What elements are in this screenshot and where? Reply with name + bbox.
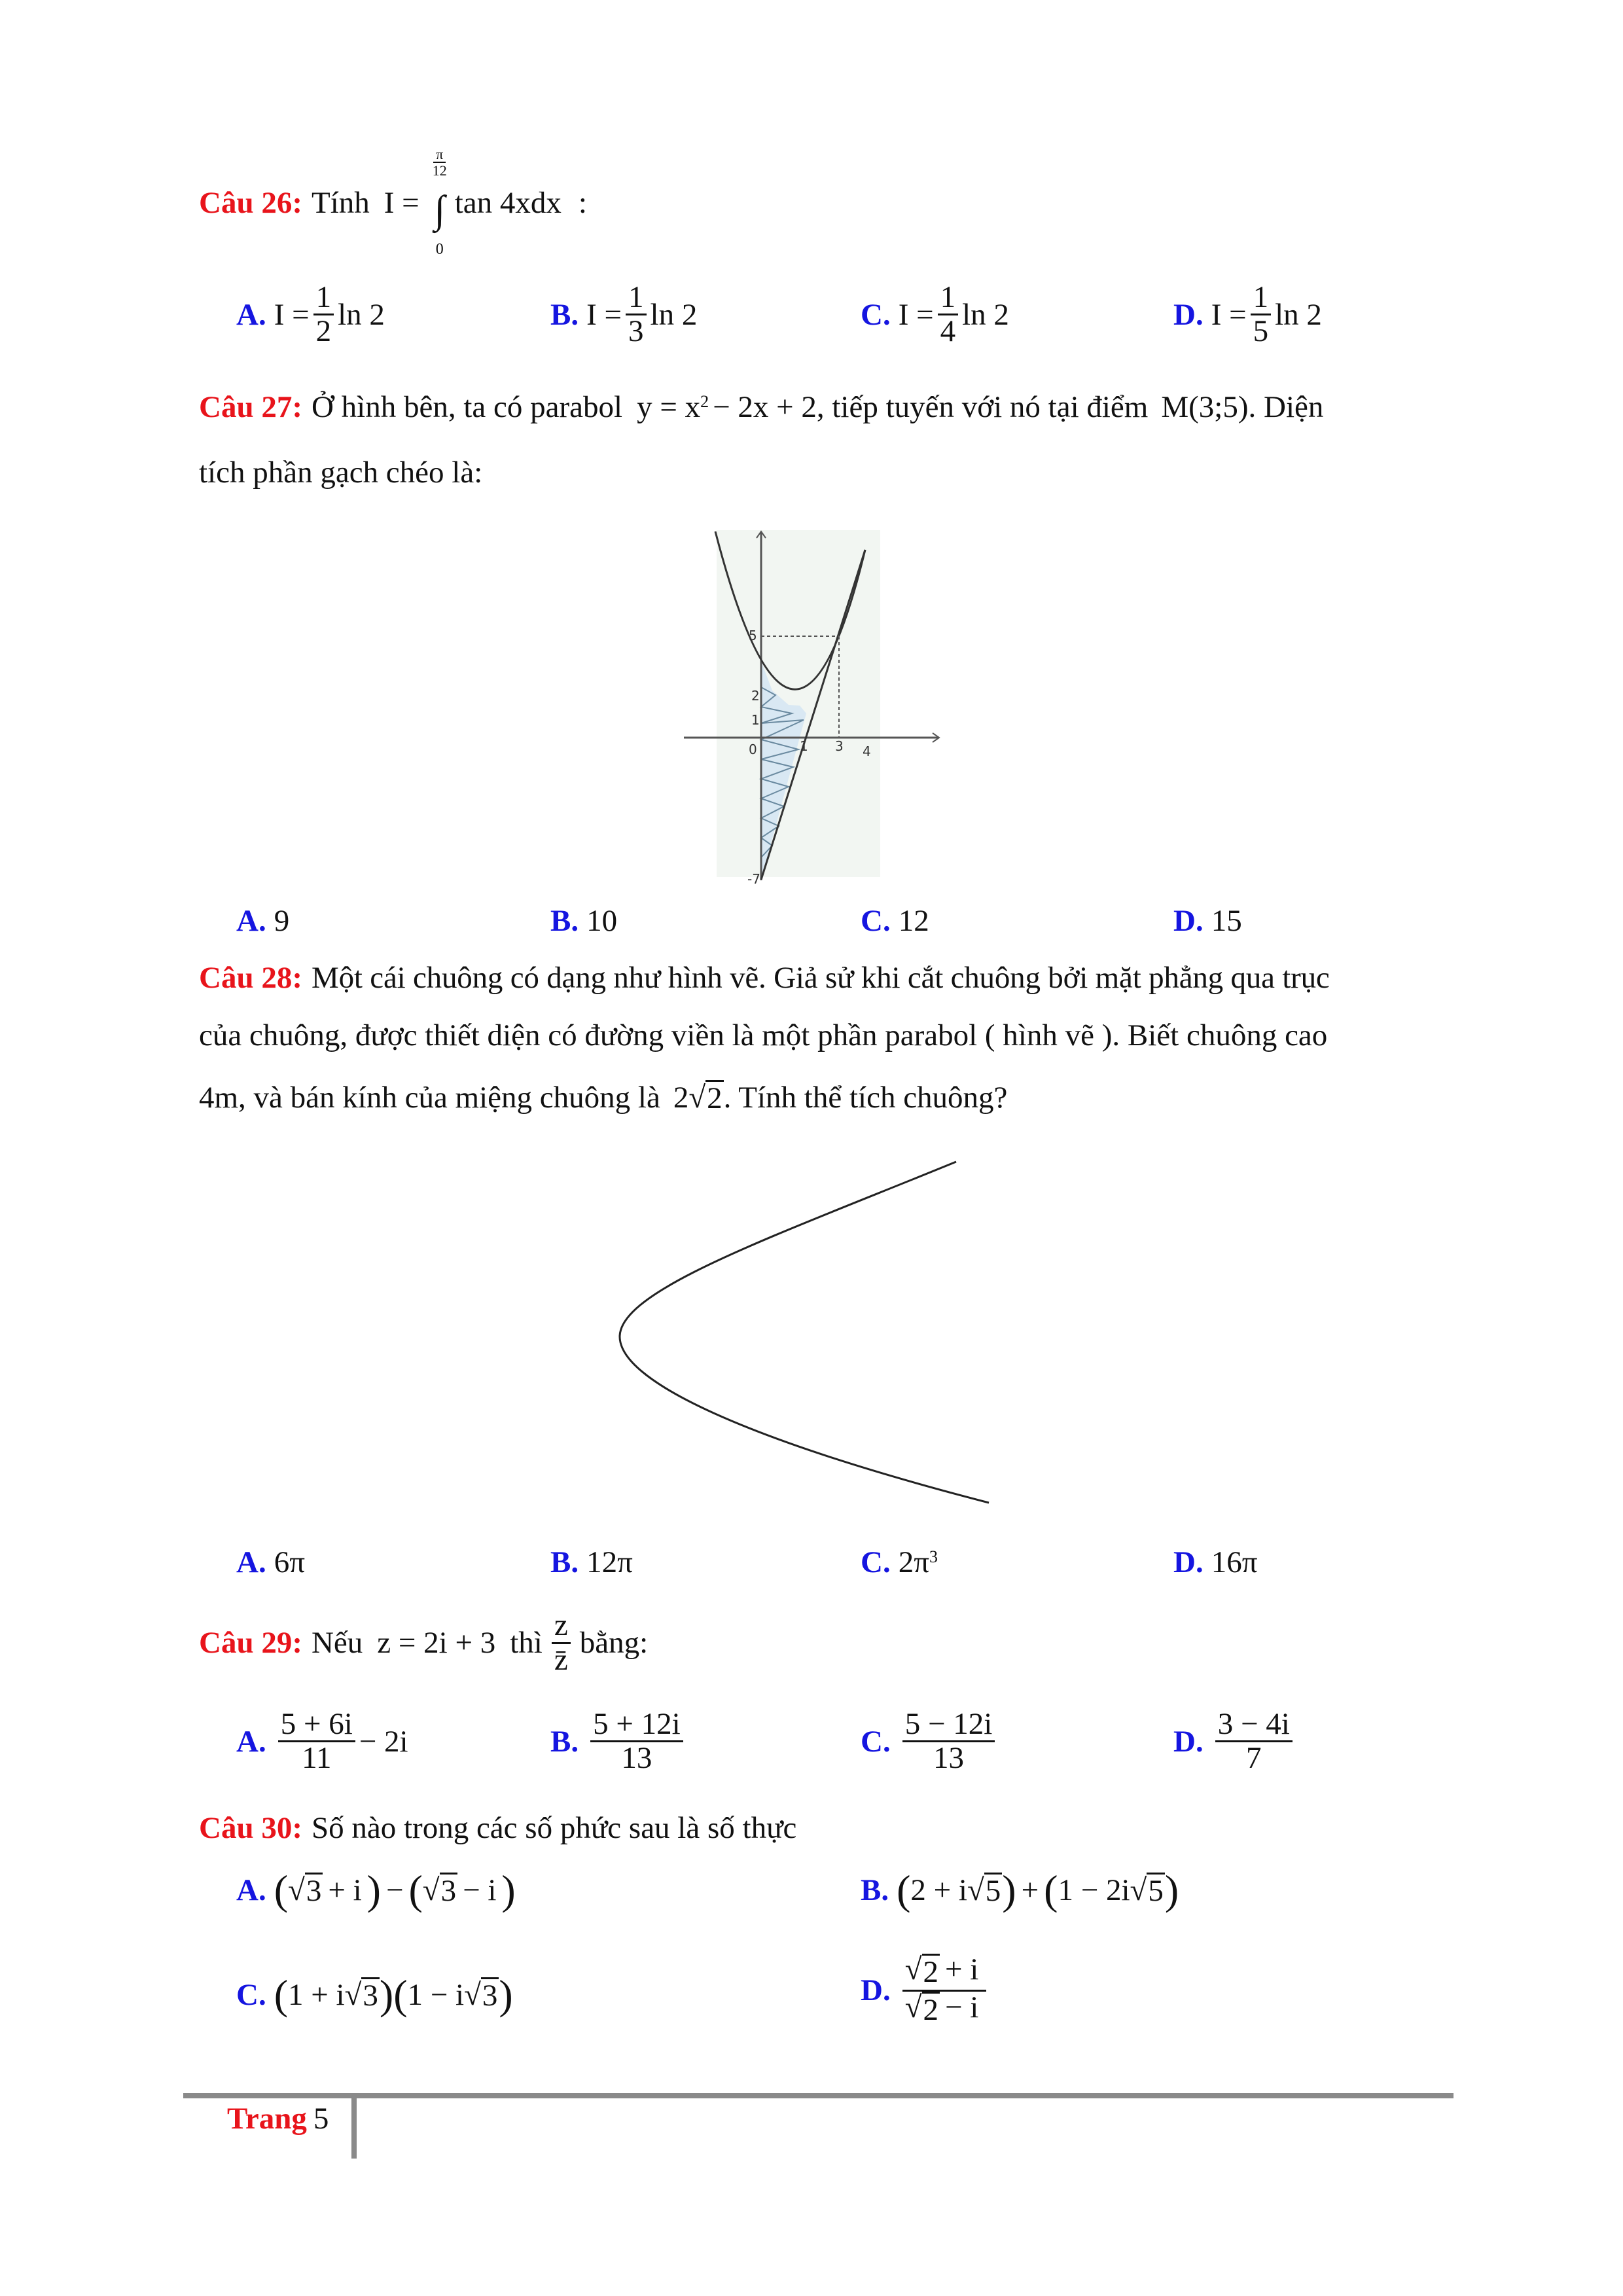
denominator: 11 [302, 1741, 332, 1776]
question-text: . Diện [1248, 390, 1324, 424]
question-text: bằng: [579, 1626, 649, 1660]
numerator: 1 [1251, 281, 1272, 315]
q30-option-c[interactable] [236, 1971, 513, 2018]
paren: ( [408, 1867, 423, 1913]
sqrt-icon: √ 3 [344, 1977, 378, 2013]
question-label: Câu 30: [199, 1811, 302, 1845]
paren: ( [274, 1971, 289, 2018]
equation-rest: − 2x + 2 [713, 390, 817, 424]
radicand: 3 [482, 1978, 498, 2013]
option-lhs: I = [586, 297, 622, 332]
option-letter: B. [550, 1545, 579, 1579]
option-letter: C. [236, 1978, 266, 2012]
option-value: 16π [1211, 1545, 1258, 1579]
question-text: Ở hình bên, ta có parabol [311, 390, 623, 424]
sqrt-icon: √ 2 [688, 1081, 722, 1115]
footer-divider [351, 2093, 357, 2159]
question-28-line2 [199, 1018, 1327, 1053]
sqrt-icon: √ 3 [464, 1977, 498, 2013]
option-letter: C. [861, 297, 891, 332]
numerator: 1 [313, 281, 334, 315]
option-value: 9 [274, 904, 290, 938]
option-value: 15 [1211, 904, 1242, 938]
question-text: Số nào trong các số phức sau là số thực [311, 1811, 797, 1845]
option-value: 10 [586, 904, 618, 938]
q26-option-a[interactable] [236, 281, 385, 348]
q29-option-c[interactable] [861, 1708, 999, 1775]
exponent: 2 [700, 392, 709, 411]
denominator: 7 [1245, 1741, 1262, 1776]
term: + i [945, 1952, 979, 1986]
option-rest: − 2i [359, 1724, 408, 1759]
tick-label-y1: 1 [751, 712, 760, 728]
option-lhs: I = [898, 297, 934, 332]
question-text: 4m, và bán kính của miệng chuông là [199, 1081, 660, 1115]
denominator: z̄ [554, 1642, 568, 1677]
term: 2 + i [910, 1873, 967, 1907]
term: 1 − 2i [1058, 1873, 1130, 1907]
operator: + [1021, 1873, 1039, 1907]
denominator: 2 [315, 314, 332, 349]
term: − i [945, 1990, 979, 2024]
denominator: 3 [628, 314, 644, 349]
sqrt-icon: √ 3 [422, 1873, 457, 1908]
q29-option-a[interactable] [236, 1708, 408, 1775]
radicand: 3 [440, 1873, 457, 1908]
upper-limit-den: 12 [432, 162, 447, 179]
footer-rule [183, 2093, 1454, 2098]
option-letter: B. [550, 904, 579, 938]
question-30 [199, 1810, 796, 1846]
q28-option-c[interactable] [861, 1545, 938, 1580]
paren: ) [1164, 1867, 1179, 1913]
tick-label-origin: 0 [749, 742, 757, 757]
question-text: Nếu [311, 1626, 363, 1660]
question-26 [199, 147, 587, 259]
option-letter: D. [1173, 297, 1204, 332]
radicand: 3 [363, 1978, 378, 2013]
tick-label-y2: 2 [751, 688, 760, 704]
option-letter: B. [550, 1724, 579, 1759]
sqrt-icon: √ 2 [904, 1952, 938, 1989]
paren: ( [1044, 1867, 1058, 1913]
sqrt-icon: √ 2 [904, 1990, 938, 2027]
radius-coefficient: 2 [673, 1081, 689, 1115]
integral-sign: $\frac{\pi}{12}$ ∫ 0 [430, 147, 450, 259]
numerator: 1 [626, 281, 647, 315]
option-rest: ln 2 [650, 297, 698, 332]
option-lhs: I = [274, 297, 310, 332]
sqrt-icon: √ 3 [288, 1873, 322, 1908]
q28-option-d[interactable] [1173, 1545, 1257, 1580]
question-label: Câu 29: [199, 1626, 302, 1660]
integrand: tan 4xdx [454, 186, 562, 220]
sqrt-icon: √ 5 [1130, 1873, 1164, 1908]
q30-option-a[interactable] [236, 1869, 516, 1911]
question-label: Câu 27: [199, 390, 302, 424]
radicand: 5 [985, 1873, 1001, 1908]
option-letter: A. [236, 1545, 266, 1579]
option-letter: C. [861, 904, 891, 938]
paren: ) [366, 1867, 381, 1913]
option-letter: D. [861, 1973, 891, 2008]
q27-option-c[interactable] [861, 903, 929, 939]
paren: ( [393, 1971, 408, 2018]
question-29 [199, 1607, 648, 1679]
sqrt-icon: √ 5 [967, 1873, 1001, 1908]
tick-label-yneg7: -7 [747, 871, 760, 887]
point: M(3;5) [1161, 390, 1249, 424]
question-27 [199, 386, 1323, 428]
option-letter: A. [236, 1873, 266, 1907]
denominator: 4 [940, 314, 956, 349]
option-rest: ln 2 [338, 297, 385, 332]
operator: − [385, 1873, 404, 1907]
option-letter: C. [861, 1724, 891, 1759]
option-letter: B. [550, 297, 579, 332]
tail: : [578, 186, 587, 220]
radicand: 3 [306, 1873, 322, 1908]
option-value: 12 [898, 904, 929, 938]
radicand: 2 [707, 1081, 722, 1115]
numerator: 1 [938, 281, 959, 315]
bell-parabola-figure [615, 1158, 995, 1512]
option-letter: D. [1173, 1724, 1204, 1759]
question-text: , tiếp tuyến với nó tại điểm [816, 390, 1149, 424]
numerator: 3 − 4i [1215, 1708, 1293, 1742]
option-letter: A. [236, 904, 266, 938]
paren: ( [897, 1867, 911, 1913]
term: + i [328, 1873, 362, 1907]
paren: ) [1002, 1867, 1016, 1913]
term: 1 − i [407, 1978, 465, 2012]
option-rest: ln 2 [962, 297, 1009, 332]
question-text: thì [510, 1626, 543, 1660]
exponent: 3 [929, 1547, 938, 1566]
denominator: 5 [1253, 314, 1269, 349]
question-28-line3 [199, 1080, 1007, 1116]
paren: ) [379, 1971, 394, 2018]
question-27-line2 [199, 455, 482, 490]
paren: ) [499, 1971, 513, 2018]
integral-lhs: I = [383, 186, 419, 220]
radicand: 2 [923, 1955, 938, 1989]
term: − i [463, 1873, 497, 1907]
option-value: 6π [274, 1545, 305, 1579]
q27-option-a[interactable] [236, 903, 289, 939]
q26-option-d[interactable] [1173, 281, 1322, 348]
option-letter: A. [236, 297, 266, 332]
parabola-tangent-figure [681, 524, 969, 890]
radicand: 5 [1148, 1873, 1164, 1908]
question-text: của chuông, được thiết diện có đường viền là một phần parabol ( hình vẽ ). Biết chuông cao [199, 1018, 1328, 1052]
tick-label-x4: 4 [863, 744, 871, 759]
q26-option-c[interactable] [861, 281, 1009, 348]
page-label: Trang [227, 2102, 307, 2136]
question-label: Câu 26: [199, 186, 302, 220]
question-text: Một cái chuông có dạng như hình vẽ. Giả sử khi cắt chuông bởi mặt phẳng qua trục [311, 961, 1330, 995]
upper-limit-num: π [433, 147, 446, 163]
question-text: tích phần gạch chéo là: [199, 456, 483, 490]
option-letter: D. [1173, 1545, 1204, 1579]
question-text: . Tính thể tích chuông? [723, 1081, 1008, 1115]
tick-label-x1: 1 [800, 738, 808, 754]
tick-label-x3: 3 [835, 738, 844, 754]
question-28 [199, 960, 1439, 996]
term: 1 + i [288, 1978, 345, 2012]
option-letter: D. [1173, 904, 1204, 938]
paren: ( [274, 1867, 289, 1913]
option-letter: A. [236, 1724, 266, 1759]
denominator: 13 [621, 1741, 652, 1776]
numerator: z [552, 1609, 571, 1643]
radicand: 2 [923, 1992, 938, 2027]
q29-option-b[interactable] [550, 1708, 687, 1775]
numerator: 5 − 12i [902, 1708, 995, 1742]
q30-option-d[interactable] [861, 1954, 990, 2027]
q29-option-d[interactable] [1173, 1708, 1296, 1775]
q28-option-b[interactable] [550, 1545, 633, 1580]
q27-option-b[interactable] [550, 903, 617, 939]
bell-profile-curve [620, 1162, 989, 1503]
tick-label-y5: 5 [749, 628, 757, 643]
question-label: Câu 28: [199, 961, 302, 995]
page-number [227, 2101, 329, 2136]
denominator: 13 [933, 1741, 964, 1776]
option-letter: C. [861, 1545, 891, 1579]
q30-option-b[interactable] [861, 1869, 1179, 1911]
option-rest: ln 2 [1275, 297, 1322, 332]
page-value: 5 [313, 2102, 329, 2136]
lower-limit: 0 [435, 241, 444, 259]
q27-option-d[interactable] [1173, 903, 1242, 939]
numerator: 5 + 12i [590, 1708, 683, 1742]
option-value: 12π [586, 1545, 633, 1579]
option-letter: B. [861, 1873, 889, 1907]
option-lhs: I = [1211, 297, 1247, 332]
q26-option-b[interactable] [550, 281, 697, 348]
paren: ) [501, 1867, 516, 1913]
option-value: 2π [898, 1545, 929, 1579]
numerator: 5 + 6i [278, 1708, 355, 1742]
equation: y = x [637, 390, 701, 424]
q28-option-a[interactable] [236, 1545, 305, 1580]
equation: z = 2i + 3 [377, 1626, 496, 1660]
question-text: Tính [311, 186, 370, 220]
